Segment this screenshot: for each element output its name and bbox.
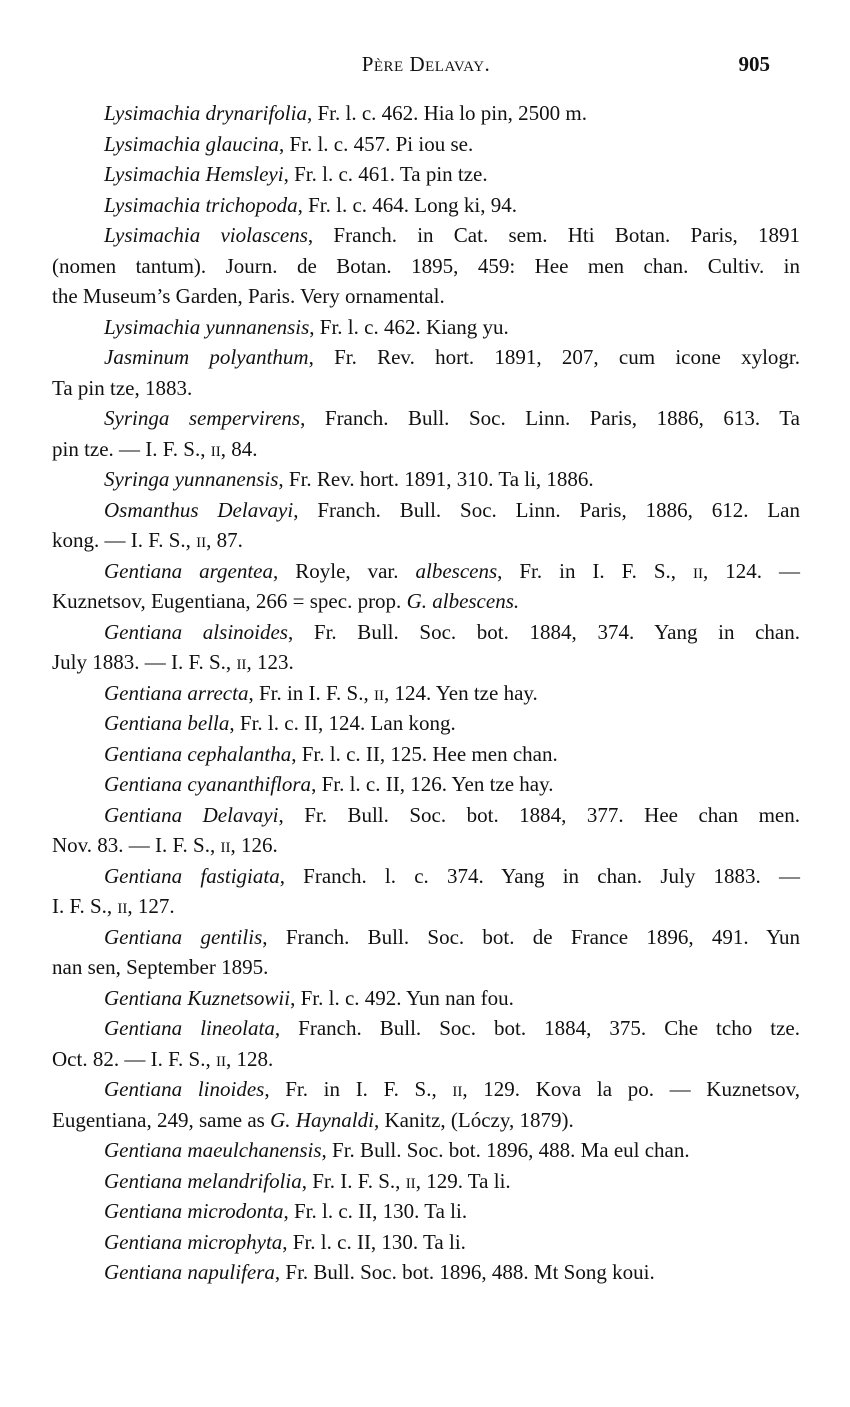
citation-text: , Fr. l. c. II, 124. Lan kong. bbox=[229, 711, 456, 735]
species-name: Gentiana bella bbox=[104, 711, 230, 735]
text-line bbox=[52, 373, 800, 404]
citation-text: , Royle, var. bbox=[273, 558, 416, 583]
page-body bbox=[52, 98, 800, 1288]
text-line bbox=[52, 647, 800, 678]
species-name: Gentiana Delavayi bbox=[104, 802, 279, 827]
citation-text: , Fr. Rev. hort. 1891, 310. Ta li, 1886. bbox=[278, 467, 594, 491]
catalogue-entry bbox=[52, 983, 800, 1014]
citation-text: ii bbox=[220, 833, 231, 857]
page-header bbox=[52, 52, 800, 84]
species-name: Gentiana alsinoides bbox=[104, 619, 288, 644]
catalogue-entry bbox=[52, 1257, 800, 1288]
species-name: Gentiana cephalantha bbox=[104, 741, 292, 766]
text-line bbox=[52, 1044, 800, 1075]
text-line bbox=[52, 159, 800, 190]
species-name: Lysimachia drynarifolia bbox=[104, 101, 307, 125]
species-name: Gentiana Kuznetsowii bbox=[104, 985, 291, 1010]
text-line bbox=[52, 739, 800, 770]
citation-text: , Fr. Bull. Soc. bot. 1896, 488. Ma eul chan. bbox=[321, 1138, 690, 1162]
species-name: Gentiana maeulchanensis bbox=[104, 1138, 322, 1162]
catalogue-entry bbox=[52, 1013, 800, 1074]
species-name: albescens bbox=[415, 558, 498, 583]
catalogue-entry bbox=[52, 342, 800, 403]
citation-text: Eugentiana, 249, same as bbox=[52, 1107, 271, 1132]
citation-text: , 84. bbox=[220, 436, 258, 461]
citation-text: Oct. 82. — I. F. S., bbox=[52, 1046, 216, 1071]
text-line bbox=[52, 1135, 800, 1166]
citation-text: (nomen tantum). Journ. de Botan. 1895, 459: Hee men chan. Cultiv. in bbox=[52, 253, 800, 278]
species-name: Jasminum polyanthum bbox=[104, 345, 309, 369]
citation-text: nan sen, September 1895. bbox=[52, 955, 269, 979]
citation-text: , Kanitz, (Lóczy, 1879). bbox=[373, 1107, 574, 1132]
citation-text: , Fr. l. c. II, 130. Ta li. bbox=[283, 1199, 468, 1223]
text-line bbox=[52, 1227, 800, 1258]
catalogue-entry bbox=[52, 1166, 800, 1197]
citation-text: I. F. S., bbox=[52, 894, 118, 918]
text-line bbox=[52, 952, 800, 983]
citation-text: kong. — I. F. S., bbox=[52, 528, 197, 552]
citation-text: Ta pin tze, 1883. bbox=[52, 375, 193, 400]
citation-text: , Fr. l. c. 462. Hia lo pin, 2500 m. bbox=[306, 101, 587, 125]
species-name: Syringa sempervirens bbox=[104, 406, 301, 430]
catalogue-entry bbox=[52, 190, 800, 221]
citation-text: , Fr. l. c. II, 126. Yen tze hay. bbox=[311, 772, 554, 796]
species-name: Gentiana microphyta bbox=[104, 1229, 283, 1254]
citation-text: , 126. bbox=[230, 833, 278, 857]
citation-text: ii bbox=[210, 436, 221, 461]
species-name: Gentiana melandrifolia bbox=[104, 1168, 302, 1193]
text-line bbox=[52, 922, 800, 953]
citation-text: , Franch. Bull. Soc. Linn. Paris, 1886, 612. Lan bbox=[293, 497, 800, 522]
catalogue-entry bbox=[52, 769, 800, 800]
catalogue-entry bbox=[52, 800, 800, 861]
species-name: G. Haynaldi bbox=[270, 1107, 374, 1132]
catalogue-entry bbox=[52, 129, 800, 160]
citation-text: ii bbox=[452, 1077, 463, 1101]
catalogue-entry bbox=[52, 1135, 800, 1166]
text-line bbox=[52, 434, 800, 465]
citation-text: Nov. 83. — I. F. S., bbox=[52, 833, 221, 857]
species-name: Gentiana linoides bbox=[104, 1077, 265, 1101]
catalogue-entry bbox=[52, 708, 800, 739]
citation-text: , Fr. I. F. S., bbox=[301, 1168, 406, 1193]
citation-text: , 124. Yen tze hay. bbox=[383, 680, 538, 705]
species-name: Osmanthus Delavayi bbox=[104, 497, 294, 522]
citation-text: , Fr. l. c. 461. Ta pin tze. bbox=[283, 162, 488, 186]
catalogue-entry bbox=[52, 678, 800, 709]
catalogue-entry bbox=[52, 159, 800, 190]
page-number: 905 bbox=[738, 52, 770, 76]
citation-text: , Fr. Bull. Soc. bot. 1884, 374. Yang in chan. bbox=[287, 619, 800, 644]
species-name: Gentiana cyananthiflora bbox=[104, 772, 312, 796]
species-name: Lysimachia Hemsleyi bbox=[104, 162, 284, 186]
citation-text: , Fr. in I. F. S., bbox=[248, 680, 374, 705]
text-line bbox=[52, 495, 800, 526]
text-line bbox=[52, 312, 800, 343]
text-line bbox=[52, 1013, 800, 1044]
citation-text: , Fr. l. c. 464. Long ki, 94. bbox=[297, 192, 517, 217]
species-name: Lysimachia trichopoda bbox=[104, 192, 298, 217]
species-name: Lysimachia yunnanensis bbox=[104, 314, 310, 339]
citation-text: ii bbox=[216, 1046, 226, 1071]
citation-text: , Fr. in I. F. S., bbox=[264, 1077, 453, 1101]
citation-text: ii bbox=[117, 894, 128, 918]
citation-text: , Fr. l. c. 462. Kiang yu. bbox=[309, 314, 509, 339]
species-name: Gentiana napulifera bbox=[104, 1260, 275, 1284]
citation-text: ii bbox=[373, 680, 384, 705]
citation-text: , Fr. l. c. II, 130. Ta li. bbox=[282, 1229, 466, 1254]
species-name: Syringa yunnanensis bbox=[104, 467, 279, 491]
species-name: G. albescens. bbox=[406, 589, 520, 613]
text-line bbox=[52, 1166, 800, 1197]
text-line bbox=[52, 342, 800, 373]
catalogue-entry bbox=[52, 1196, 800, 1227]
text-line bbox=[52, 708, 800, 739]
species-name: Lysimachia violascens bbox=[104, 223, 308, 247]
catalogue-entry bbox=[52, 98, 800, 129]
citation-text: , Franch. l. c. 374. Yang in chan. July 1883. — bbox=[279, 863, 800, 888]
citation-text: , 128. bbox=[226, 1046, 274, 1071]
citation-text: ii bbox=[196, 528, 207, 552]
citation-text: pin tze. — I. F. S., bbox=[52, 436, 211, 461]
text-line bbox=[52, 98, 800, 129]
citation-text: , 87. bbox=[206, 528, 243, 552]
text-line bbox=[52, 678, 800, 709]
citation-text: , 123. bbox=[246, 650, 294, 674]
text-line bbox=[52, 281, 800, 312]
species-name: Gentiana gentilis bbox=[104, 924, 263, 949]
catalogue-entry bbox=[52, 556, 800, 617]
citation-text: Kuznetsov, Eugentiana, 266 = spec. prop. bbox=[52, 589, 407, 613]
citation-text: , Franch. Bull. Soc. Linn. Paris, 1886, 613. Ta bbox=[300, 406, 800, 430]
citation-text: the Museum’s Garden, Paris. Very ornamental. bbox=[52, 284, 445, 308]
catalogue-entry bbox=[52, 403, 800, 464]
citation-text: , 129. Kova la po. — Kuznetsov, bbox=[462, 1077, 800, 1101]
text-line bbox=[52, 586, 800, 617]
citation-text: , 129. Ta li. bbox=[415, 1168, 511, 1193]
citation-text: ii bbox=[693, 558, 704, 583]
catalogue-entry bbox=[52, 312, 800, 343]
catalogue-entry bbox=[52, 495, 800, 556]
catalogue-entry bbox=[52, 220, 800, 312]
citation-text: , Fr. l. c. II, 125. Hee men chan. bbox=[291, 741, 558, 766]
text-line bbox=[52, 1196, 800, 1227]
text-line bbox=[52, 220, 800, 251]
catalogue-entry bbox=[52, 1227, 800, 1258]
species-name: Gentiana lineolata bbox=[104, 1016, 275, 1040]
citation-text: July 1883. — I. F. S., bbox=[52, 650, 237, 674]
species-name: Gentiana argentea bbox=[104, 558, 273, 583]
species-name: Lysimachia glaucina bbox=[104, 131, 279, 156]
text-line bbox=[52, 556, 800, 587]
catalogue-entry bbox=[52, 1074, 800, 1135]
citation-text: , Fr. Rev. hort. 1891, 207, cum icone xylogr. bbox=[308, 345, 800, 369]
text-line bbox=[52, 983, 800, 1014]
citation-text: , Fr. l. c. 492. Yun nan fou. bbox=[290, 985, 514, 1010]
catalogue-entry bbox=[52, 464, 800, 495]
text-line bbox=[52, 830, 800, 861]
text-line bbox=[52, 1257, 800, 1288]
species-name: Gentiana arrecta bbox=[104, 680, 249, 705]
catalogue-entry bbox=[52, 861, 800, 922]
citation-text: ii bbox=[236, 650, 247, 674]
running-title: Père Delavay. bbox=[361, 52, 491, 76]
text-line bbox=[52, 800, 800, 831]
catalogue-entry bbox=[52, 922, 800, 983]
citation-text: , Franch. Bull. Soc. bot. de France 1896, 491. Yun bbox=[262, 924, 800, 949]
citation-text: , Fr. l. c. 457. Pi iou se. bbox=[278, 131, 474, 156]
text-line bbox=[52, 1074, 800, 1105]
species-name: Gentiana microdonta bbox=[104, 1199, 284, 1223]
catalogue-entry bbox=[52, 617, 800, 678]
citation-text: , Franch. in Cat. sem. Hti Botan. Paris, 1891 bbox=[307, 223, 800, 247]
species-name: Gentiana fastigiata bbox=[104, 863, 280, 888]
citation-text: , 127. bbox=[127, 894, 175, 918]
citation-text: , 124. — bbox=[703, 558, 800, 583]
text-line bbox=[52, 129, 800, 160]
text-line bbox=[52, 403, 800, 434]
citation-text: , Fr. in I. F. S., bbox=[497, 558, 694, 583]
text-line bbox=[52, 617, 800, 648]
text-line bbox=[52, 190, 800, 221]
citation-text: , Franch. Bull. Soc. bot. 1884, 375. Che tcho tze. bbox=[274, 1016, 800, 1040]
text-line bbox=[52, 525, 800, 556]
citation-text: , Fr. Bull. Soc. bot. 1884, 377. Hee chan men. bbox=[278, 802, 800, 827]
catalogue-entry bbox=[52, 739, 800, 770]
citation-text: ii bbox=[405, 1168, 416, 1193]
text-line bbox=[52, 861, 800, 892]
text-line bbox=[52, 769, 800, 800]
text-line bbox=[52, 891, 800, 922]
text-line bbox=[52, 1105, 800, 1136]
citation-text: , Fr. Bull. Soc. bot. 1896, 488. Mt Song koui. bbox=[274, 1260, 655, 1284]
text-line bbox=[52, 251, 800, 282]
text-line bbox=[52, 464, 800, 495]
